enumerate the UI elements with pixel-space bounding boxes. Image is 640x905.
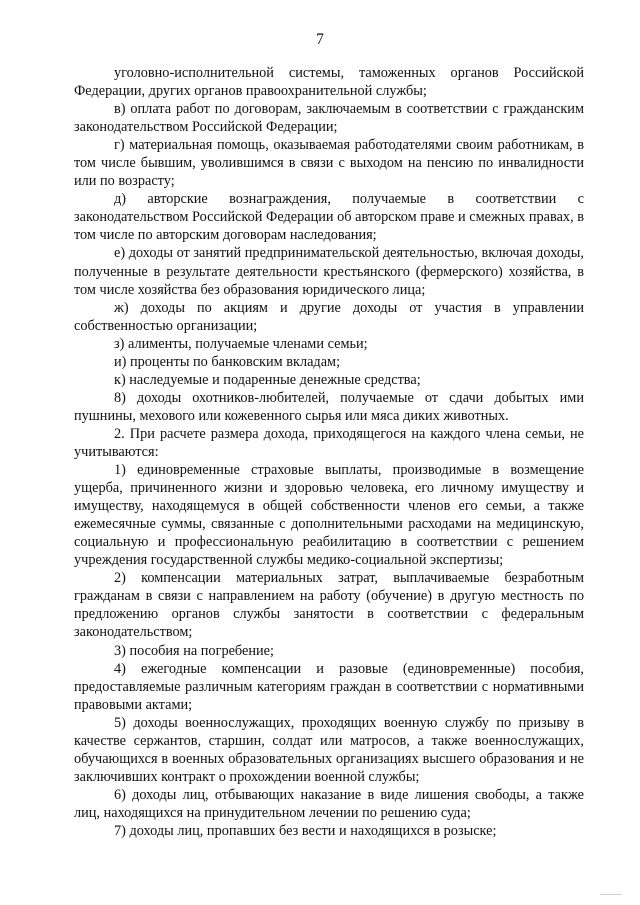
scan-corner-mark <box>600 888 622 895</box>
paragraph-exclusion-6: 6) доходы лиц, отбывающих наказание в виде лишения свободы, а также лиц, находящихся на принудительном лечении по решению суда; <box>74 786 584 821</box>
paragraph-exclusion-5: 5) доходы военнослужащих, проходящих военную службу по призыву в качестве сержантов, старшин, солдат или матросов, а также военнослужащих, обучающихся в военных образовательных организациях высшего образования и не заключивших контракт о прохождении военной службы; <box>74 714 584 785</box>
document-body <box>74 64 584 840</box>
paragraph-item-d: д) авторские вознаграждения, получаемые в соответствии с законодательством Российской Федерации об авторском праве и смежных правах, в том числе по авторским договорам наследования; <box>74 191 584 244</box>
paragraph-item-z: з) алименты, получаемые членами семьи; <box>114 335 368 352</box>
page-number: 7 <box>316 31 324 48</box>
paragraph-item-g: г) материальная помощь, оказываемая работодателями своим работникам, в том числе бывшим, уволившимся в связи с выходом на пенсию по инвалидности или по возрасту; <box>74 137 584 190</box>
paragraph-exclusion-3: 3) пособия на погребение; <box>114 642 274 659</box>
paragraph-item-v: в) оплата работ по договорам, заключаемым в соответствии с гражданским законодательством Российской Федерации; <box>74 101 584 136</box>
paragraph-item-zh: ж) доходы по акциям и другие доходы от участия в управлении собственностью организации; <box>74 299 584 334</box>
paragraph-exclusion-1: 1) единовременные страховые выплаты, производимые в возмещение ущерба, причиненного жизни и здоровью человека, его личному имуществу и имуществу, находящемуся в общей собственности членов его семьи, а также ежемесячные суммы, связанные с дополнительными расходами на медицинскую, социальную и профессиональную реабилитацию в соответствии с решением учреждения государственной службы медико-социальной экспертизы; <box>74 462 584 569</box>
paragraph-item-8: 8) доходы охотников-любителей, получаемые от сдачи добытых ими пушнины, мехового или кожевенного сырья или мяса диких животных. <box>74 389 584 424</box>
paragraph-exclusion-7: 7) доходы лиц, пропавших без вести и находящихся в розыске; <box>114 822 497 839</box>
paragraph-item-i: и) проценты по банковским вкладам; <box>114 353 341 370</box>
paragraph-exclusion-4: 4) ежегодные компенсации и разовые (единовременные) пособия, предоставляемые различным категориям граждан в соответствии с нормативными правовыми актами; <box>74 660 584 713</box>
paragraph-exclusion-2: 2) компенсации материальных затрат, выплачиваемые безработным гражданам в связи с направлением на работу (обучение) в другую местность по предложению органов службы занятости в соответствии с федеральным законодательством; <box>74 570 584 641</box>
paragraph-section-2: 2. При расчете размера дохода, приходящегося на каждого члена семьи, не учитываются: <box>74 425 584 460</box>
paragraph-item-k: к) наследуемые и подаренные денежные средства; <box>114 371 421 388</box>
paragraph-item-e: е) доходы от занятий предпринимательской деятельностью, включая доходы, полученные в результате деятельности крестьянского (фермерского) хозяйства, в том числе хозяйства без образования юридического лица; <box>74 245 584 298</box>
paragraph-continuation: уголовно-исполнительной системы, таможенных органов Российской Федерации, других органов правоохранительной службы; <box>74 65 584 100</box>
